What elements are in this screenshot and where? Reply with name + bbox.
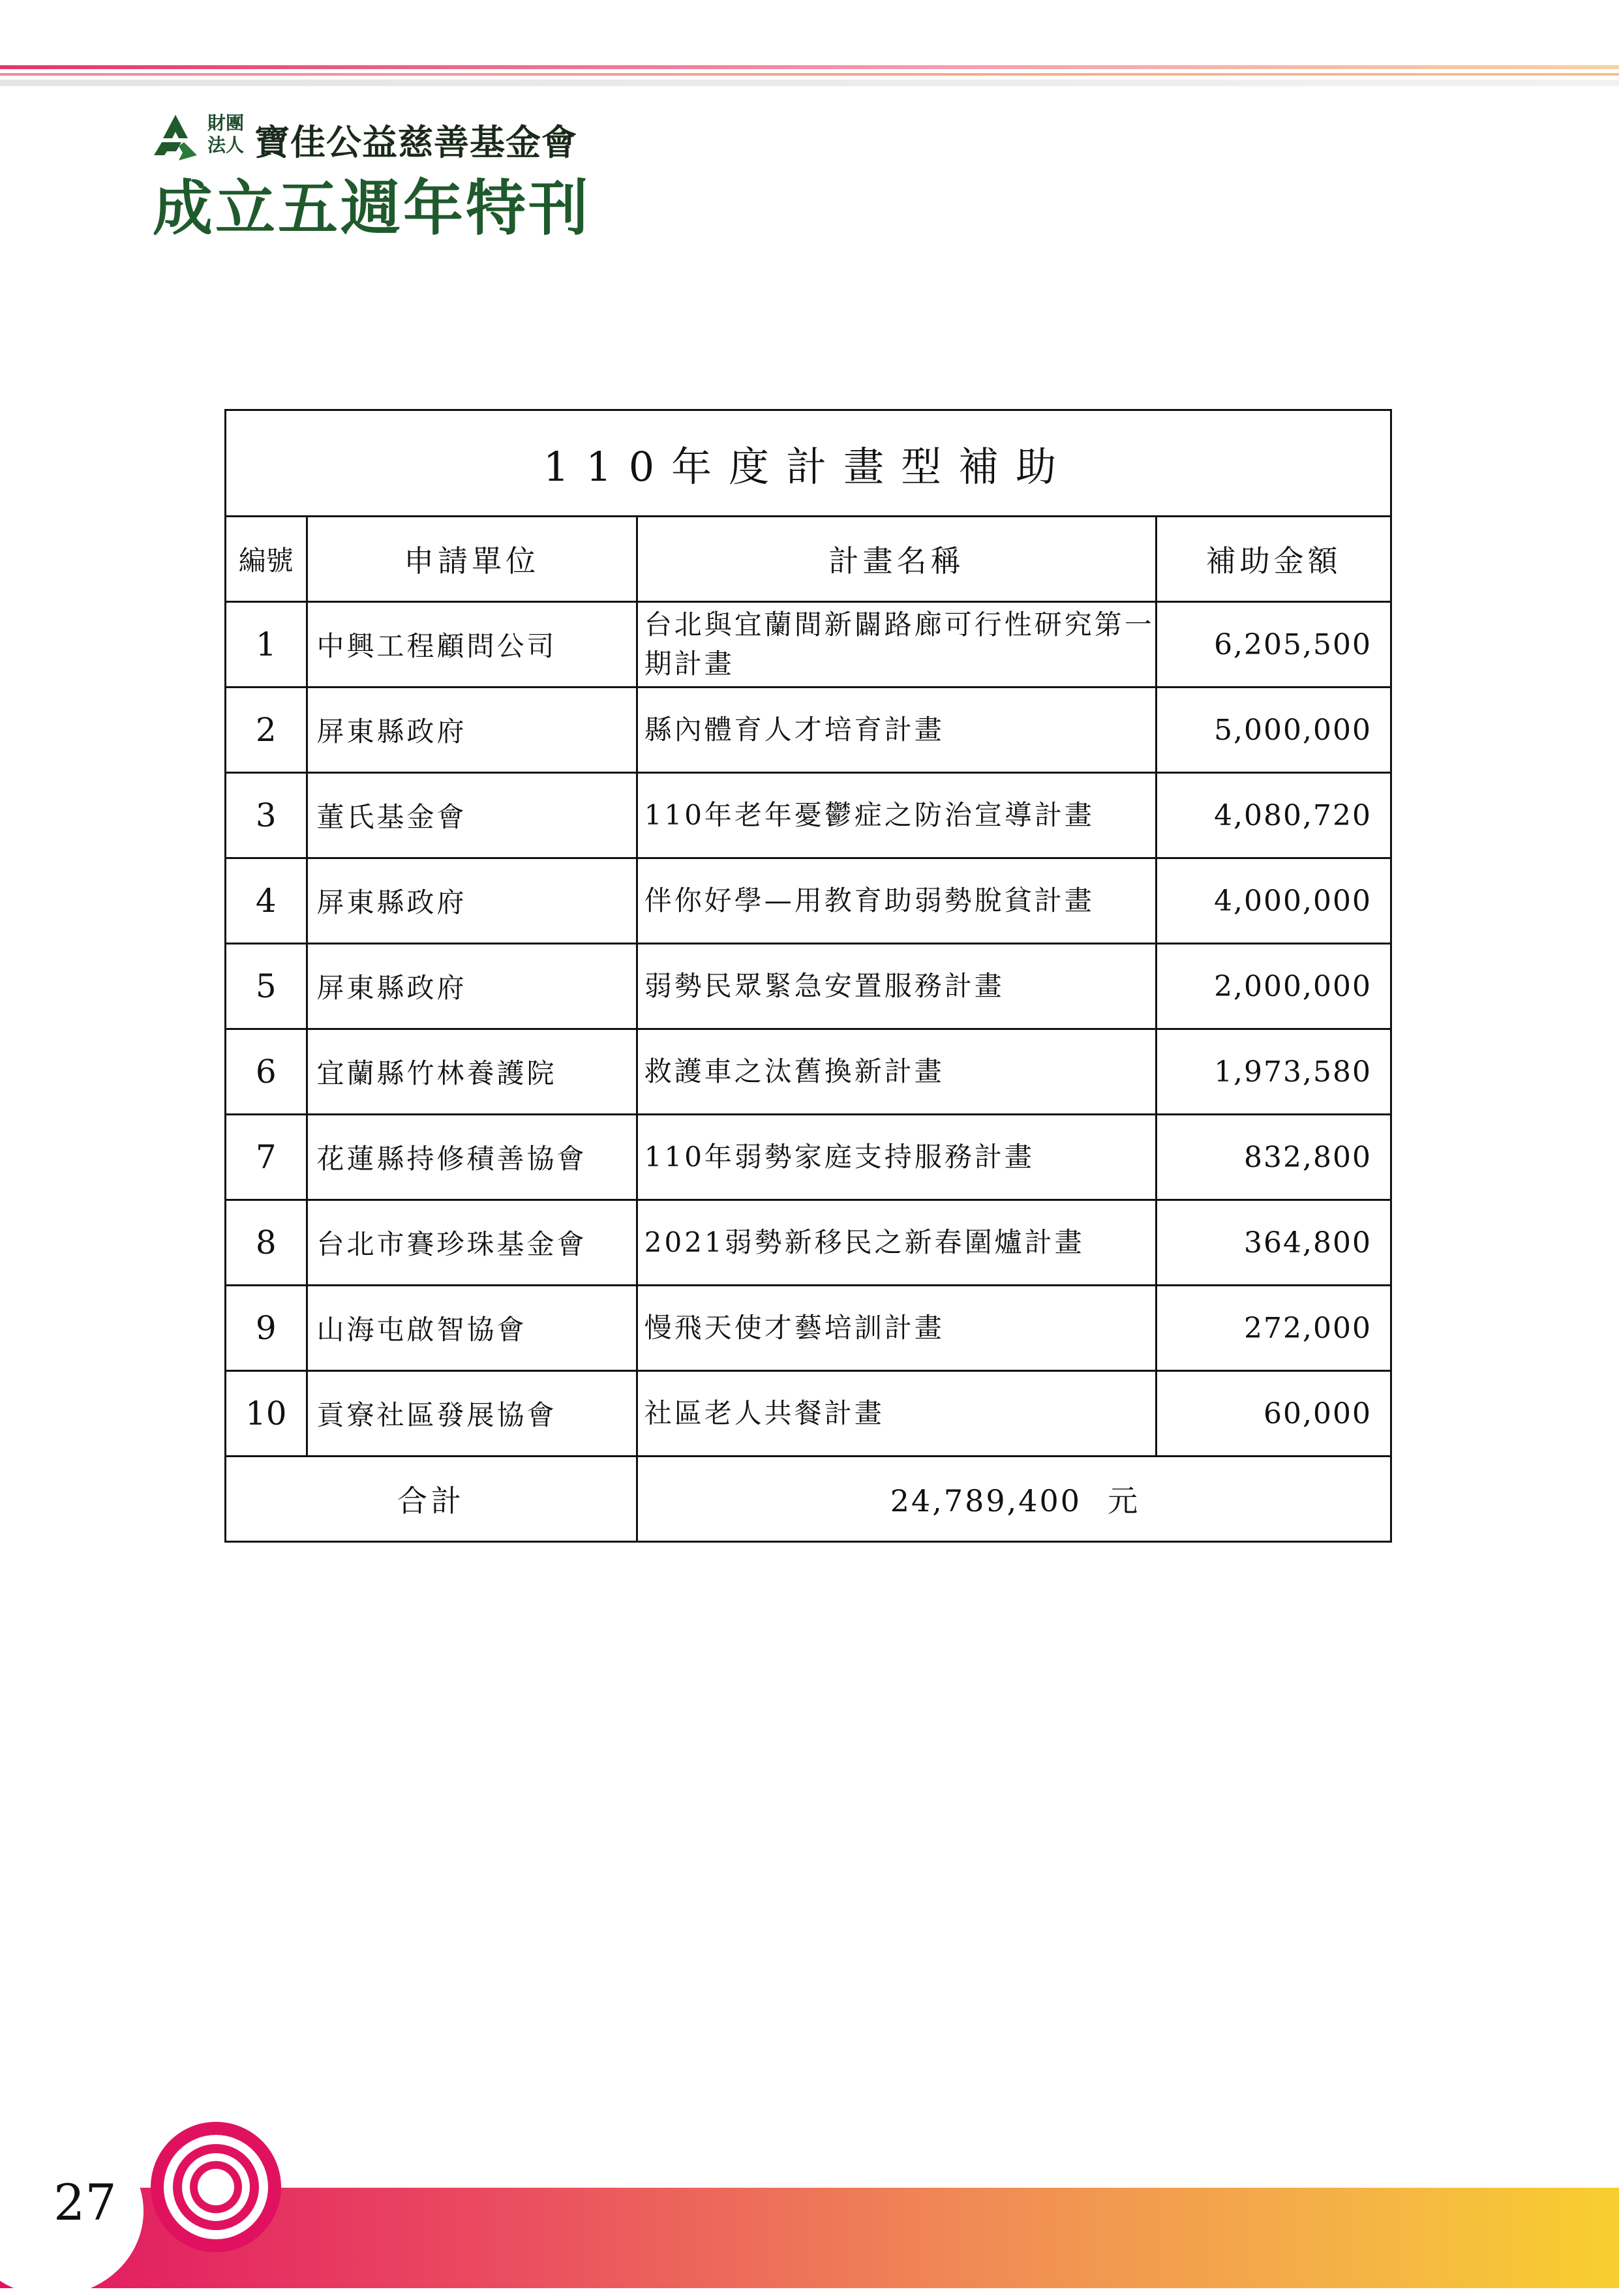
applicant-unit: 台北市賽珍珠基金會 [307,1200,637,1286]
total-amount: 24,789,400 [890,1483,1082,1518]
row-number: 10 [226,1371,307,1457]
table-row [226,944,1391,1029]
foundation-logo-icon [150,112,201,163]
grant-amount: 4,080,720 [1157,773,1391,858]
grant-amount: 832,800 [1157,1115,1391,1200]
applicant-unit: 花蓮縣持修積善協會 [307,1115,637,1200]
applicant-unit: 屏東縣政府 [307,858,637,944]
org-legal-prefix: 財團 法人 [207,112,245,156]
publication-title: 成立五週年特刊 [153,173,592,243]
plan-name: 弱勢民眾緊急安置服務計畫 [637,944,1156,1029]
grant-amount: 272,000 [1157,1286,1391,1371]
grant-amount: 4,000,000 [1157,858,1391,944]
plan-name: 救護車之汰舊換新計畫 [637,1029,1156,1115]
total-label: 合計 [226,1457,637,1542]
table-row [226,773,1391,858]
plan-name: 縣內體育人才培育計畫 [637,687,1156,773]
table-row [226,602,1391,687]
applicant-unit: 中興工程顧問公司 [307,602,637,687]
org-name: 寶佳公益慈善基金會 [254,122,577,163]
row-number: 6 [226,1029,307,1115]
table-row [226,1029,1391,1115]
column-header-amount: 補助金額 [1157,517,1391,602]
grant-amount: 2,000,000 [1157,944,1391,1029]
plan-name: 110年老年憂鬱症之防治宣導計畫 [637,773,1156,858]
applicant-unit: 屏東縣政府 [307,944,637,1029]
row-number: 8 [226,1200,307,1286]
plan-name: 110年弱勢家庭支持服務計畫 [637,1115,1156,1200]
applicant-unit: 山海屯啟智協會 [307,1286,637,1371]
table-row [226,1115,1391,1200]
plan-name: 2021弱勢新移民之新春圍爐計畫 [637,1200,1156,1286]
total-row [226,1457,1391,1542]
applicant-unit: 董氏基金會 [307,773,637,858]
plan-name: 伴你好學—用教育助弱勢脫貧計畫 [637,858,1156,944]
plan-name: 社區老人共餐計畫 [637,1371,1156,1457]
row-number: 5 [226,944,307,1029]
total-amount-cell [637,1457,1391,1542]
grant-amount: 60,000 [1157,1371,1391,1457]
table-row [226,1200,1391,1286]
applicant-unit: 宜蘭縣竹林養護院 [307,1029,637,1115]
page-number: 27 [53,2173,117,2231]
plan-name: 台北與宜蘭間新闢路廊可行性研究第一期計畫 [637,602,1156,687]
grant-amount: 364,800 [1157,1200,1391,1286]
grant-amount: 6,205,500 [1157,602,1391,687]
grant-amount: 1,973,580 [1157,1029,1391,1115]
table-title: 110年度計畫型補助 [226,410,1391,517]
row-number: 4 [226,858,307,944]
row-number: 7 [226,1115,307,1200]
row-number: 3 [226,773,307,858]
total-unit: 元 [1108,1483,1138,1518]
top-decorative-stripes [0,65,1619,91]
foundation-branding [150,110,620,243]
table-row [226,1371,1391,1457]
column-header-unit: 申請單位 [307,517,637,602]
row-number: 9 [226,1286,307,1371]
concentric-ring-icon [147,2119,284,2256]
row-number: 1 [226,602,307,687]
plan-name: 慢飛天使才藝培訓計畫 [637,1286,1156,1371]
grant-amount: 5,000,000 [1157,687,1391,773]
table-row [226,687,1391,773]
column-header-plan: 計畫名稱 [637,517,1156,602]
applicant-unit: 屏東縣政府 [307,687,637,773]
table-row [226,1286,1391,1371]
grant-table [224,409,1392,1543]
column-header-no: 編號 [226,517,307,602]
row-number: 2 [226,687,307,773]
table-row [226,858,1391,944]
applicant-unit: 貢寮社區發展協會 [307,1371,637,1457]
